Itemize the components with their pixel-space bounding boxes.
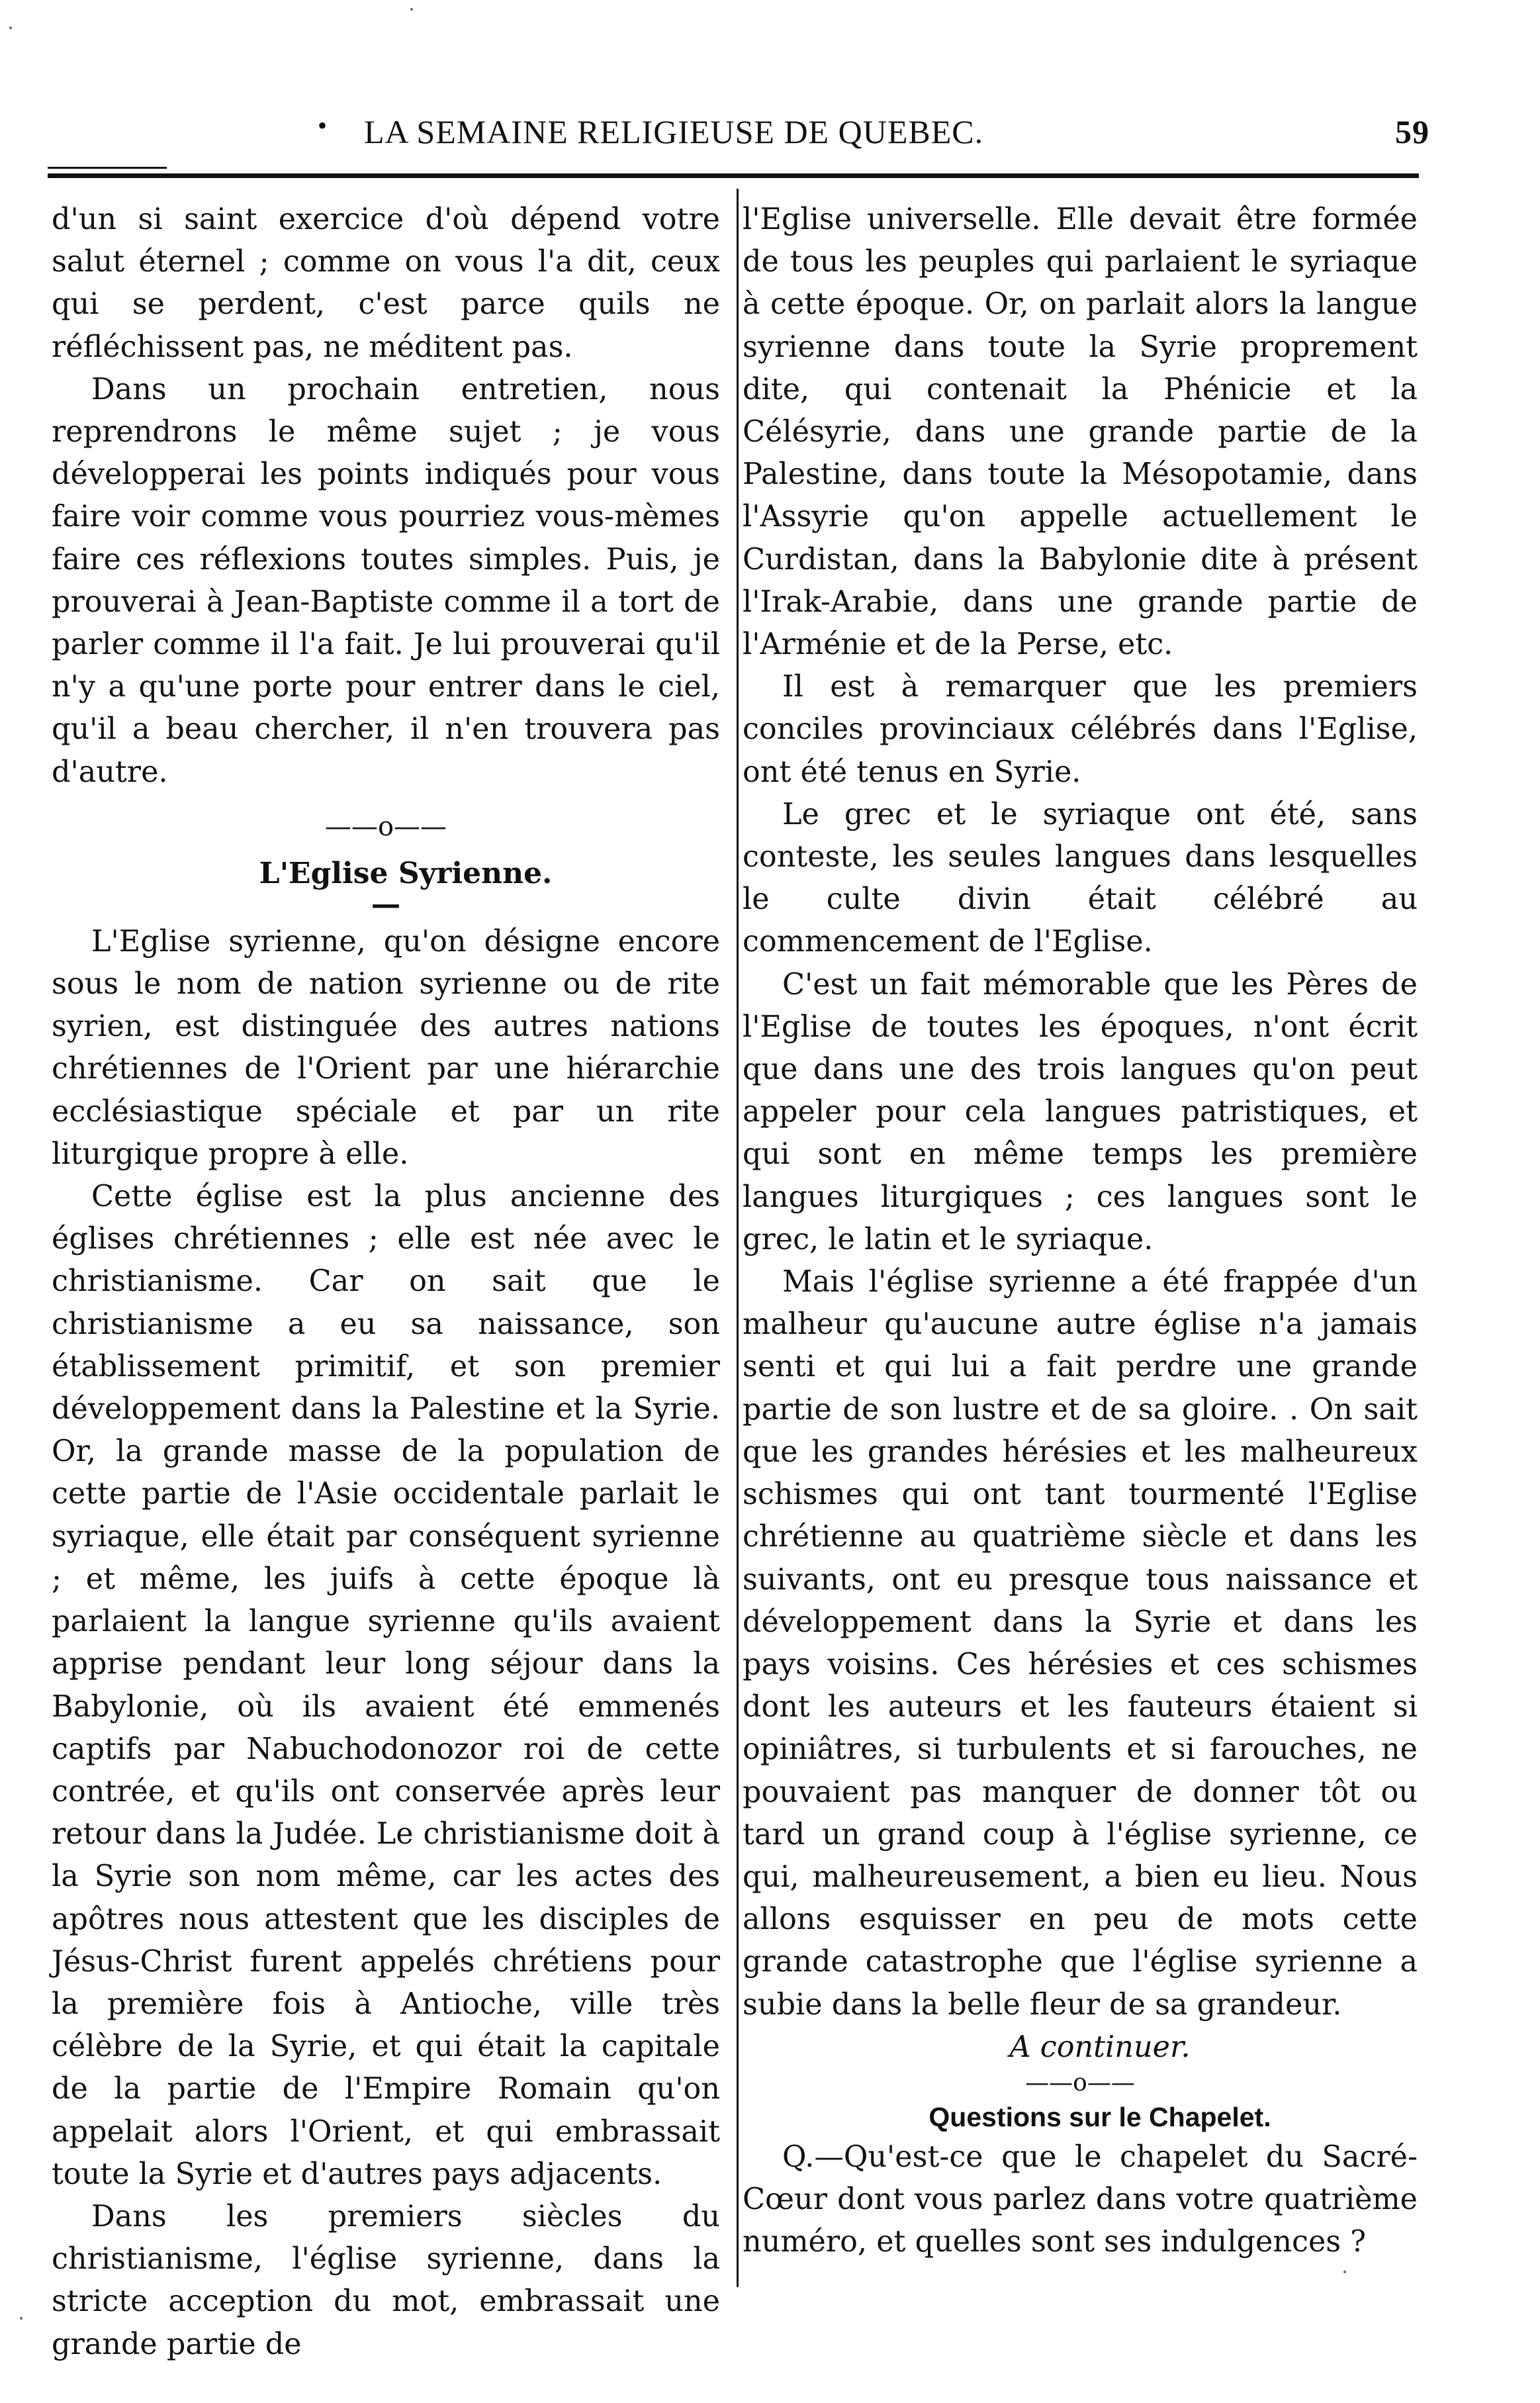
- paragraph: d'un si saint exercice d'où dépend votre salut éternel ; comme on vous l'a dit, ceux qui se perdent, c'est parce quils ne réfléchissent pas, ne méditent pas.: [52, 203, 720, 364]
- paragraph: Le grec et le syriaque ont été, sans conteste, les seules langues dans lesquelles le culte divin était célébré au commencement de l'Eglise.: [743, 797, 1418, 959]
- to-be-continued: A continuer.: [1009, 2030, 1191, 2064]
- paragraph: Dans les premiers siècles du christianisme, l'église syrienne, dans la stricte acception du mot, embrassait une grande partie de: [52, 2199, 720, 2361]
- paragraph: l'Eglise universelle. Elle devait être formée de tous les peuples qui parlaient le syriaque à cette époque. Or, on parlait alors la langue syrienne dans toute la Syrie proprement dite, qui contenait la Phénicie et la Célésyrie, dans une grande partie de la Palestine, dans toute la Mésopotamie, dans l'Assyrie qu'on appelle actuellement le Curdistan, dans la Babylonie dite à présent l'Irak-Arabie, dans une grande partie de l'Arménie et de la Perse, etc.: [743, 203, 1418, 662]
- header-dot: •: [318, 111, 328, 140]
- article-heading: L'Eglise Syrienne.: [259, 856, 553, 890]
- column-divider: [737, 189, 739, 2287]
- right-column: [743, 199, 1418, 2264]
- paragraph: Mais l'église syrienne a été frappée d'un malheur qu'aucune autre église n'a jamais senti et qui lui a fait perdre une grande partie de son lustre et de sa gloire. . On sait que les grandes hérésies et les malheureux schismes qui ont tant tourmenté l'Eglise chrétienne au quatrième siècle et dans les suivants, ont eu presque tous naissance et développement dans la Syrie et dans les pays voisins. Ces hérésies et ces schismes dont les auteurs et les fauteurs étaient si opiniâtres, si turbulents et si farouches, ne pouvaient pas manquer de donner tôt ou tard un grand coup à l'église syrienne, ce qui, malheureusement, a bien eu lieu. Nous allons esquisser en peu de mots cette grande catastrophe que l'église syrienne a subie dans la belle fleur de sa grandeur.: [743, 1265, 1418, 2022]
- paper-speck: [410, 8, 413, 11]
- header-rule-accent: [48, 167, 167, 169]
- publication-title: LA SEMAINE RELIGIEUSE DE QUEBEC.: [364, 113, 984, 150]
- paragraph: C'est un fait mémorable que les Pères de l'Eglise de toutes les époques, n'ont écrit que dans une des trois langues qu'on peut appeler pour cela langues patristiques, et qui sont en même temps les première langues liturgiques ; ces langues sont le grec, le latin et le syriaque.: [743, 967, 1418, 1256]
- paragraph: L'Eglise syrienne, qu'on désigne encore sous le nom de nation syrienne ou de rite syrien, est distinguée des autres nations chrétiennes de l'Orient par une hiérarchie ecclésiastique spéciale et par un rite liturgique propre à elle.: [52, 924, 720, 1171]
- paragraph: Cette église est la plus ancienne des églises chrétiennes ; elle est née avec le christianisme. Car on sait que le christianisme a eu sa naissance, son établissement primitif, et son premier développement dans la Palestine et la Syrie. Or, la grande masse de la population de cette partie de l'Asie occidentale parlait le syriaque, elle était par conséquent syrienne ; et même, les juifs à cette époque là parlaient la langue syrienne qu'ils avaient apprise pendant leur long séjour dans la Babylonie, où ils avaient été emmenés captifs par Nabuchodonozor roi de cette contrée, et qu'ils ont conservée après leur retour dans la Judée. Le christianisme doit à la Syrie son nom même, car les actes des apôtres nous attestent que les disciples de Jésus-Christ furent appelés chrétiens pour la première fois à Antioche, ville très célèbre de la Syrie, et qui était la capitale de la partie de l'Empire Romain qu'on appelait alors l'Orient, et qui embrassait toute la Syrie et d'autres pays adjacents.: [52, 1180, 720, 2191]
- paper-speck: [9, 26, 12, 29]
- section-separator: ——o——: [1025, 2069, 1135, 2097]
- page-number: 59: [1395, 113, 1429, 150]
- paragraph: Dans un prochain entretien, nous reprendrons le même sujet ; je vous développerai les points indiqués pour vous faire voir comme vous pourriez vous-mèmes faire ces réflexions toutes simples. Puis, je prouverai à Jean-Baptiste comme il a tort de parler comme il l'a fait. Je lui prouverai qu'il n'y a qu'une porte pour entrer dans le ciel, qu'il a beau chercher, il n'en trouvera pas d'autre.: [52, 372, 720, 789]
- paragraph: Q.—Qu'est-ce que le chapelet du Sacré-Cœur dont vous parlez dans votre quatrième numéro, et quelles sont ses indulgences ?: [743, 2140, 1418, 2259]
- section-separator: ——o——: [324, 811, 447, 842]
- article-heading: Questions sur le Chapelet.: [929, 2101, 1271, 2132]
- paper-speck: [1343, 2271, 1346, 2273]
- header-rule: [48, 173, 1419, 178]
- running-header: [46, 113, 1429, 159]
- left-column: [52, 199, 720, 2366]
- heading-dash: —: [371, 886, 401, 921]
- paper-speck: [20, 2317, 23, 2320]
- paragraph: Il est à remarquer que les premiers conciles provinciaux célébrés dans l'Eglise, ont été tenus en Syrie.: [743, 670, 1418, 789]
